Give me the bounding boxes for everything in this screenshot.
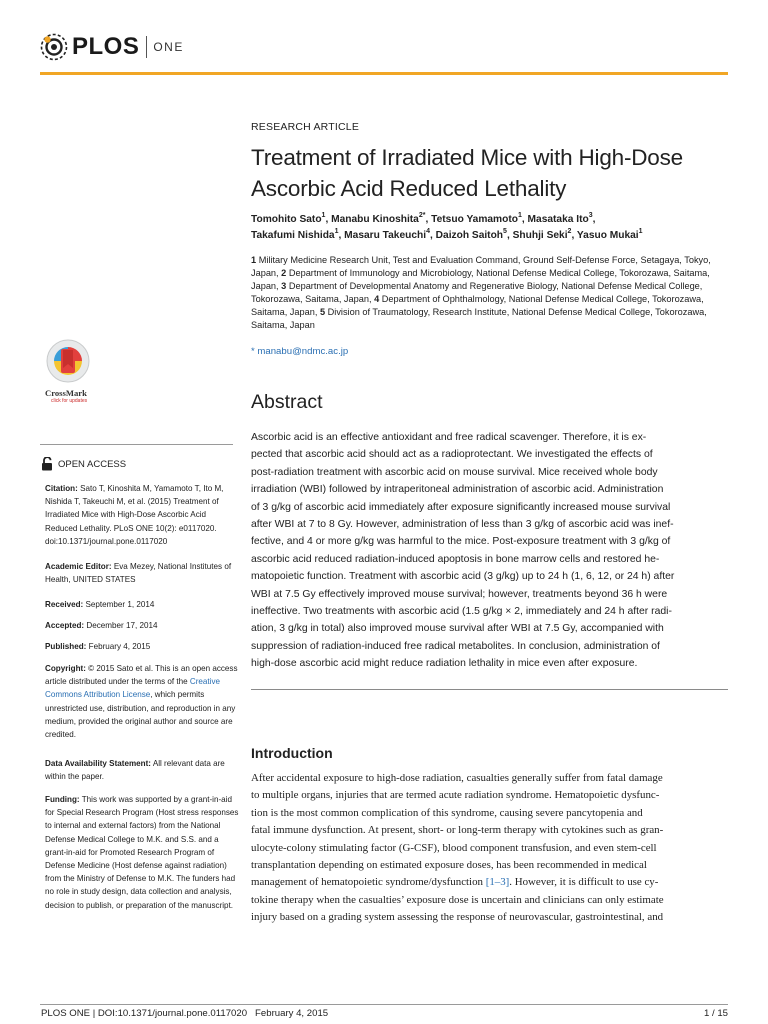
affil-text: Military Medicine Research Unit, Test and Evaluation Command, Ground Self-Defense Force, Setagaya, Tokyo, Japan, (251, 255, 711, 279)
logo-journal: ONE (153, 40, 184, 54)
editor-label: Academic Editor: (45, 562, 112, 571)
author-line: Tomohito Sato$^1$, Manabu Kinoshita$^{2*}$, Tetsuo Yamamoto$^1$, Masataka Ito$^3$, (251, 212, 596, 225)
published-block (45, 640, 240, 653)
author-affil: 1 (321, 212, 326, 219)
abstract-line: after WBI at 7 to 8 Gy. However, administration of less than 3 g/kg of ascorbic acid was inef- (251, 519, 674, 531)
funding-label: Funding: (45, 795, 80, 804)
citation-link[interactable]: [1–3] (485, 876, 510, 889)
intro-text: . However, it is difficult to use cy- (509, 876, 659, 889)
abstract-line: Ascorbic acid is an effective antioxidant and free radical scavenger. Therefore, it is ex- (251, 432, 647, 443)
copyright-text: © 2015 Sato et al. This is an open access article distributed under the terms of the (45, 664, 238, 687)
accepted-block (45, 619, 240, 632)
data-availability-block (45, 757, 240, 783)
crossmark-sublabel: click for updates (51, 398, 88, 404)
plos-logo[interactable] (38, 30, 184, 64)
footer-rule (40, 1004, 728, 1005)
affil-number: 2 (281, 268, 287, 279)
funding-text: This work was supported by a grant-in-aid for Special Research Program (Host stress responses to internal and external factors) from the National Defense Medical College to M.K. and S.S. and a grant-in-aid for Promoted Research Program of Defense Medicine (Host defense against radiation) from the Ministry of Defense to M.K. The funders had no role in study design, data collection and analysis, decision to publish, or preparation of the manuscript. (45, 795, 239, 910)
author-affil: 2* (418, 212, 426, 219)
title-line: Ascorbic Acid Reduced Lethality (251, 176, 567, 201)
abstract-line: fective, and 4 or more g/kg was harmful to the mice. Post-exposure treatment with 3 g/kg of (251, 536, 671, 548)
abstract-line: irradiation (WBI) followed by intraperitoneal administration of ascorbic acid. Administration (251, 484, 664, 496)
sidebar-divider (40, 444, 233, 445)
intro-line (251, 874, 728, 891)
author-name[interactable]: Tetsuo Yamamoto (431, 214, 518, 225)
abstract-line: post-radiation treatment with ascorbic acid on mouse survival. Mice received whole body (251, 466, 658, 478)
accepted-date: December 17, 2014 (86, 621, 158, 630)
abstract-line: ation, 3 g/kg in total) also improved mouse survival after WBI at 7.5 Gy, accompanied with (251, 623, 664, 635)
published-label: Published: (45, 642, 87, 651)
intro-line: After accidental exposure to high-dose radiation, casualties generally suffer from fatal damage (251, 772, 663, 784)
citation-text: Sato T, Kinoshita M, Yamamoto T, Ito M, Nishida T, Takeuchi M, et al. (2015) Treatment of Irradiated Mice with High-Dose Ascorbic Acid Reduced Lethality. PLoS ONE 10(2): e0117020. doi:10.1371/journal.pone.0117020 (45, 484, 224, 546)
intro-line: to multiple organs, injuries that are termed acute radiation syndrome. Hematopoietic dysfunc- (251, 789, 660, 802)
author-name[interactable]: Takafumi Nishida (251, 229, 335, 241)
affiliations (251, 254, 721, 333)
intro-line: transplantation depending on estimated exposure doses, has been recommended in medical (251, 859, 647, 872)
open-lock-icon (41, 457, 54, 471)
affil-number: 4 (374, 294, 380, 305)
affil-text: Department of Immunology and Microbiology, National Defense Medical College, Tokorozawa, Saitama, Japan, (251, 268, 710, 292)
introduction-heading: Introduction (251, 745, 333, 761)
open-access-label: OPEN ACCESS (58, 458, 127, 470)
author-list (251, 212, 721, 243)
open-access-badge (41, 457, 126, 471)
plos-logo-icon (38, 31, 70, 63)
header-rule (40, 72, 728, 75)
article-type: RESEARCH ARTICLE (251, 121, 360, 133)
intro-line: ulocyte-colony stimulating factor (G-CSF), blood component transfusion, and even stem-cell (251, 841, 657, 854)
introduction-body (251, 770, 728, 927)
footer-citation: PLOS ONE | DOI:10.1371/journal.pone.0117020 February 4, 2015 (41, 1008, 329, 1019)
author-name[interactable]: Manabu Kinoshita (331, 214, 419, 225)
logo-separator (146, 36, 147, 58)
author-name[interactable]: Tomohito Sato (251, 214, 322, 225)
author-name[interactable]: Daizoh Saitoh (435, 229, 504, 241)
editor-text: Eva Mezey, National Institutes of Health, UNITED STATES (45, 562, 232, 585)
abstract-body (251, 429, 728, 673)
author-affil: 1 (517, 212, 522, 219)
crossmark-badge[interactable] (44, 338, 94, 404)
author-affil: 3 (588, 212, 593, 219)
author-line: Takafumi Nishida$^1$, Masaru Takeuchi$^4$, Daizoh Saitoh$^5$, Shuhji Seki$^2$, Yasuo Mukai$^1$ (251, 227, 643, 241)
author-name[interactable]: Shuhji Seki (512, 229, 568, 241)
abstract-line: pected that ascorbic acid should act as a radioprotectant. We investigated the effects of (251, 449, 653, 461)
abstract-line: WBI at 7.5 Gy effectively improved mouse survival; however, treatments beyond 36 h were (251, 588, 668, 600)
author-affil: 4 (426, 227, 430, 235)
author-name[interactable]: Masaru Takeuchi (344, 229, 427, 241)
published-date: February 4, 2015 (88, 642, 151, 651)
affil-text: Department of Ophthalmology, National Defense Medical College, Tokorozawa, Saitama, Japan, (251, 294, 704, 318)
received-date: September 1, 2014 (85, 600, 155, 609)
intro-line: injury based on a grading system assessing the response of neurovascular, gastrointestinal, and (251, 911, 664, 924)
abstract-line: matopoietic function. Treatment with ascorbic acid (3 g/kg) up to 24 h (1, 6, 12, or 24 h) after (251, 571, 675, 583)
abstract-heading: Abstract (251, 391, 323, 413)
author-affil: 1 (334, 227, 339, 235)
received-block (45, 598, 240, 611)
affil-text: Department of Developmental Anatomy and Regenerative Biology, National Defense Medical College, Tokorozawa, Saitama, Japan, (251, 281, 703, 305)
intro-line: tion is the most common complication of this syndrome, causing severe pancytopenia and (251, 806, 643, 819)
author-affil: 5 (503, 227, 507, 235)
abstract-line: suppression of radiation-induced free radical metabolites. In conclusion, administration of (251, 640, 660, 652)
copyright-block (45, 662, 240, 741)
affil-text: Division of Traumatology, Research Institute, National Defense Medical College, Tokorozawa, Saitama, Japan (251, 307, 707, 331)
affil-number: 1 (251, 255, 257, 265)
abstract-line: ineffective. Two treatments with ascorbic acid (1.5 g/kg × 2, immediately and 24 h after radi- (251, 606, 672, 618)
crossmark-label: CrossMark (45, 388, 87, 398)
corresponding-email-link[interactable]: * manabu@ndmc.ac.jp (251, 346, 349, 357)
author-name[interactable]: Yasuo Mukai (576, 229, 639, 241)
intro-text: management of hematopoietic syndrome/dysfunction (251, 876, 486, 889)
data-availability-text: All relevant data are within the paper. (45, 759, 225, 782)
accepted-label: Accepted: (45, 621, 85, 630)
copyright-text: , which permits unrestricted use, distribution, and reproduction in any medium, provided the original author and source are credited. (45, 690, 236, 740)
author-affil: 1 (638, 227, 643, 235)
author-name[interactable]: Masataka Ito (527, 214, 589, 225)
affil-number: 5 (319, 307, 326, 318)
author-affil: 2 (567, 227, 572, 235)
license-link[interactable]: Creative Commons Attribution License (45, 677, 221, 700)
intro-line: tokine therapy when the casualties’ exposure dose is uncertain and clinicians can only estimate (251, 893, 664, 906)
page-number: 1 / 15 (703, 1008, 728, 1019)
copyright-label: Copyright: (45, 664, 86, 673)
data-availability-label: Data Availability Statement: (45, 759, 151, 768)
crossmark-icon (44, 338, 92, 384)
received-label: Received: (45, 600, 84, 609)
funding-block (45, 793, 240, 912)
abstract-line: high-dose ascorbic acid might reduce radiation lethality in mice even after exposure. (251, 658, 638, 670)
title-line: Treatment of Irradiated Mice with High-Dose (251, 145, 683, 170)
editor-block (45, 560, 240, 586)
intro-line: fatal immune dysfunction. At present, short- or long-term therapy with cytokines such as gran- (251, 824, 664, 837)
abstract-line: ascorbic acid reduced radiation-induced apoptosis in bone marrow cells and restored he- (251, 553, 660, 565)
abstract-line: of 3 g/kg of ascorbic acid immediately after exposure significantly increased mouse survival (251, 501, 671, 513)
affil-number: 3 (281, 281, 287, 292)
logo-wordmark: PLOS (72, 33, 140, 60)
citation-label: Citation: (45, 484, 78, 493)
article-title (251, 142, 721, 204)
citation-block (45, 482, 240, 548)
abstract-divider (251, 689, 728, 690)
